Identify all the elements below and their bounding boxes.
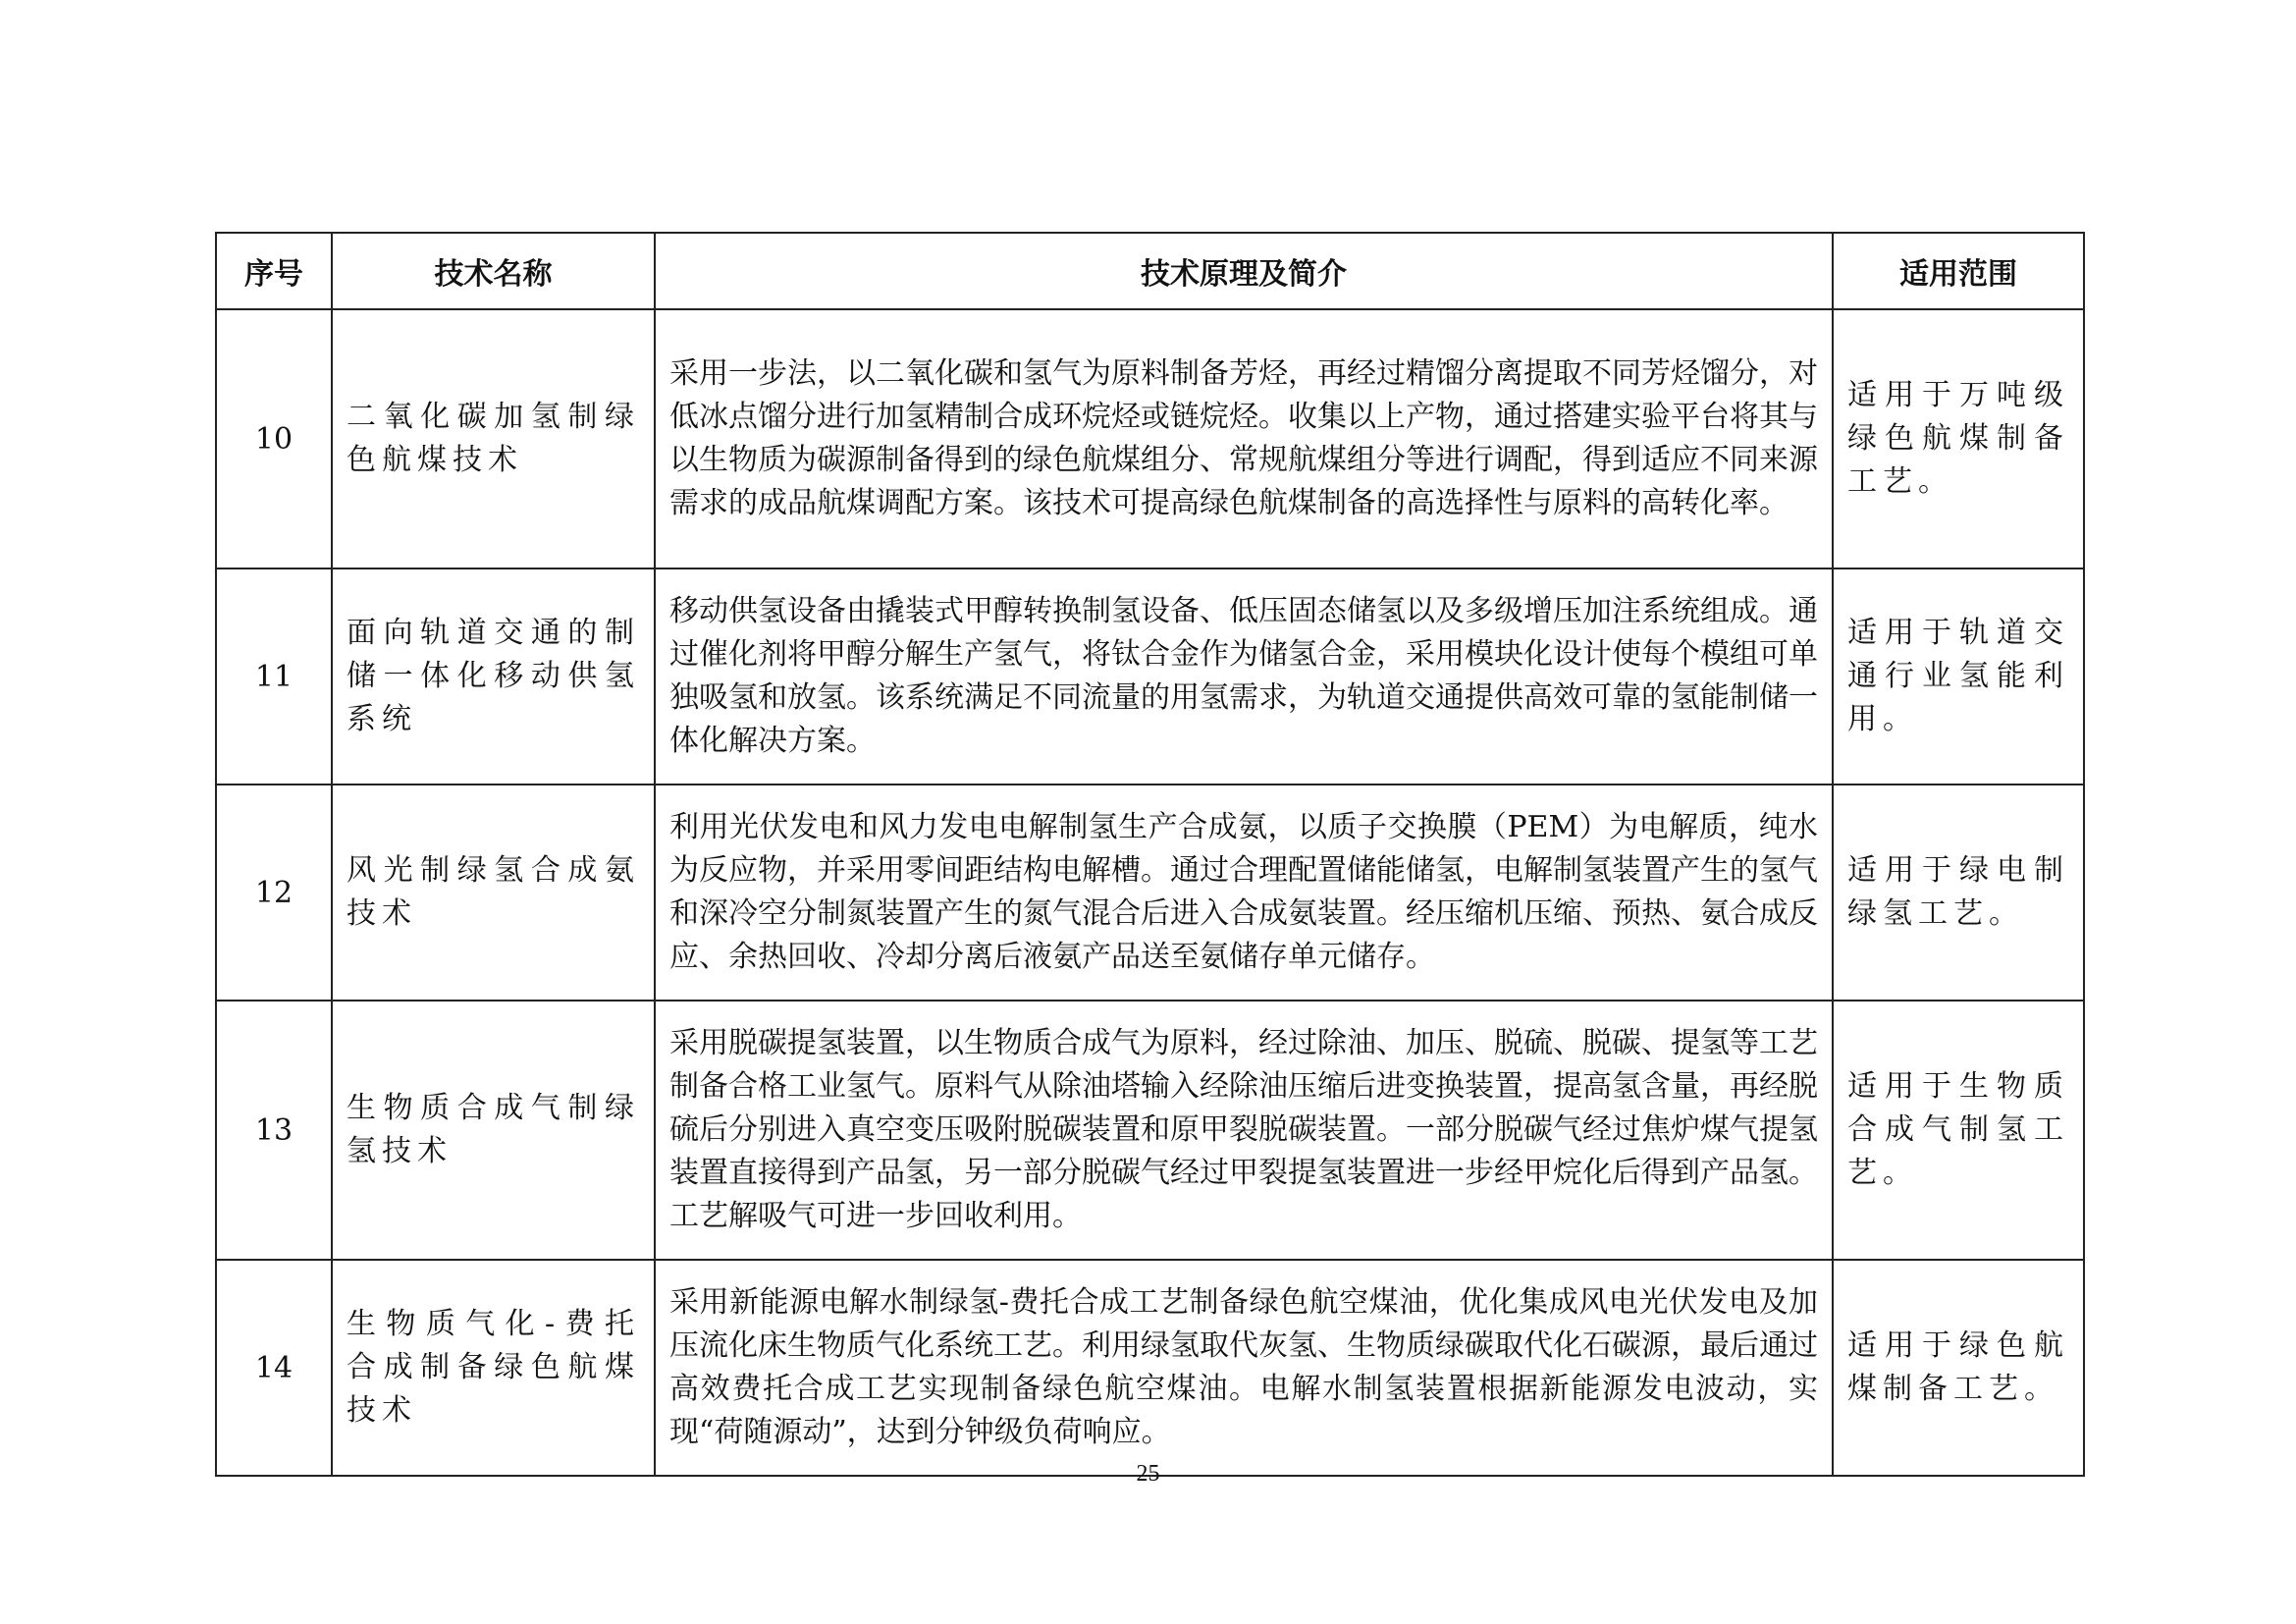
technology-table: [215, 232, 2085, 1477]
header-application-scope: 适用范围: [1833, 233, 2084, 309]
table-row: [216, 785, 2084, 1001]
description-cell: 利用光伏发电和风力发电电解制氢生产合成氨，以质子交换膜（PEM）为电解质，纯水为反应物，并采用零间距结构电解槽。通过合理配置储能储氢，电解制氢装置产生的氢气和深冷空分制氮装置产生的氮气混合后进入合成氨装置。经压缩机压缩、预热、氨合成反应、余热回收、冷却分离后液氨产品送至氨储存单元储存。: [655, 785, 1833, 1001]
serial-number-cell: 12: [216, 785, 332, 1001]
technology-name-cell: 风光制绿氢合成氨技术: [332, 785, 655, 1001]
description-cell: 移动供氢设备由撬装式甲醇转换制氢设备、低压固态储氢以及多级增压加注系统组成。通过催化剂将甲醇分解生产氢气，将钛合金作为储氢合金，采用模块化设计使每个模组可单独吸氢和放氢。该系统满足不同流量的用氢需求，为轨道交通提供高效可靠的氢能制储一体化解决方案。: [655, 568, 1833, 785]
serial-number-cell: 10: [216, 309, 332, 568]
header-technology-name: 技术名称: [332, 233, 655, 309]
serial-number-cell: 11: [216, 568, 332, 785]
description-cell: 采用脱碳提氢装置，以生物质合成气为原料，经过除油、加压、脱硫、脱碳、提氢等工艺制备合格工业氢气。原料气从除油塔输入经除油压缩后进变换装置，提高氢含量，再经脱硫后分别进入真空变压吸附脱碳装置和原甲裂脱碳装置。一部分脱碳气经过焦炉煤气提氢装置直接得到产品氢，另一部分脱碳气经过甲裂提氢装置进一步经甲烷化后得到产品氢。工艺解吸气可进一步回收利用。: [655, 1001, 1833, 1260]
header-serial-number: 序号: [216, 233, 332, 309]
table-row: [216, 1001, 2084, 1260]
scope-cell: 适用于轨道交通行业氢能利用。: [1833, 568, 2084, 785]
technology-name-cell: 面向轨道交通的制储一体化移动供氢系统: [332, 568, 655, 785]
technology-name-cell: 生物质气化-费托合成制备绿色航煤技术: [332, 1260, 655, 1476]
table-row: [216, 1260, 2084, 1476]
scope-cell: 适用于生物质合成气制氢工艺。: [1833, 1001, 2084, 1260]
table-row: [216, 568, 2084, 785]
table-header-row: [216, 233, 2084, 309]
description-cell: 采用一步法，以二氧化碳和氢气为原料制备芳烃，再经过精馏分离提取不同芳烃馏分，对低冰点馏分进行加氢精制合成环烷烃或链烷烃。收集以上产物，通过搭建实验平台将其与以生物质为碳源制备得到的绿色航煤组分、常规航煤组分等进行调配，得到适应不同来源需求的成品航煤调配方案。该技术可提高绿色航煤制备的高选择性与原料的高转化率。: [655, 309, 1833, 568]
table-row: [216, 309, 2084, 568]
description-cell: 采用新能源电解水制绿氢-费托合成工艺制备绿色航空煤油，优化集成风电光伏发电及加压流化床生物质气化系统工艺。利用绿氢取代灰氢、生物质绿碳取代化石碳源，最后通过高效费托合成工艺实现制备绿色航空煤油。电解水制氢装置根据新能源发电波动，实现“荷随源动”，达到分钟级负荷响应。: [655, 1260, 1833, 1476]
page-number: 25: [1136, 1461, 1160, 1487]
technology-name-cell: 二氧化碳加氢制绿色航煤技术: [332, 309, 655, 568]
scope-cell: 适用于绿电制绿氢工艺。: [1833, 785, 2084, 1001]
serial-number-cell: 14: [216, 1260, 332, 1476]
serial-number-cell: 13: [216, 1001, 332, 1260]
scope-cell: 适用于万吨级绿色航煤制备工艺。: [1833, 309, 2084, 568]
technology-name-cell: 生物质合成气制绿氢技术: [332, 1001, 655, 1260]
scope-cell: 适用于绿色航煤制备工艺。: [1833, 1260, 2084, 1476]
header-principle-description: 技术原理及简介: [655, 233, 1833, 309]
